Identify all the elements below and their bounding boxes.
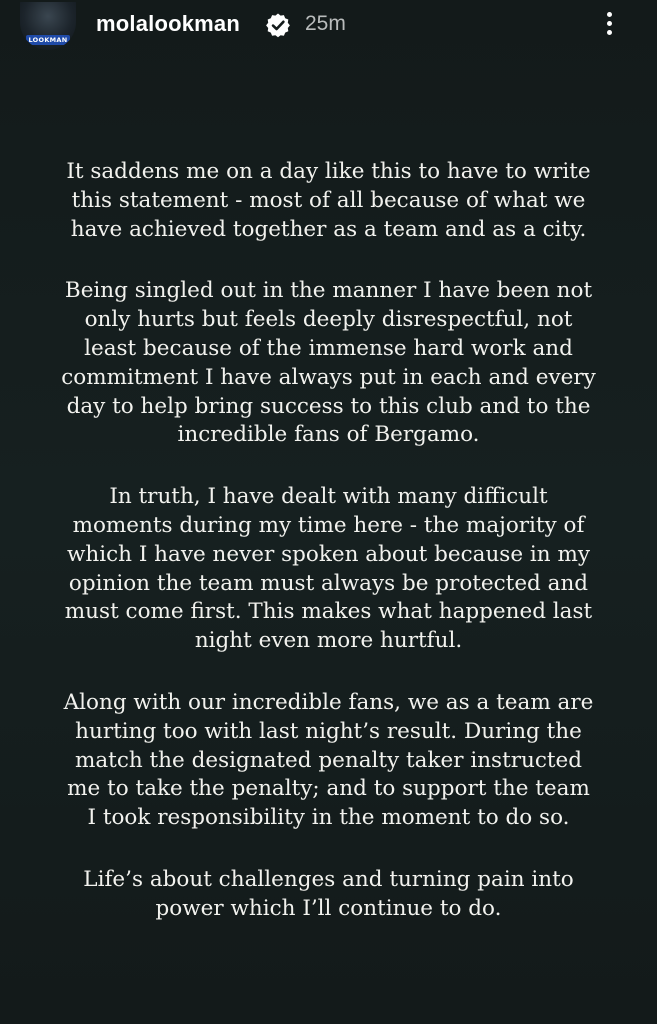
story-header [20,2,640,50]
statement-paragraph: Life’s about challenges and turning pain into power which I’ll continue to do. [83,866,574,921]
statement-paragraph: In truth, I have dealt with many difficult moments during my time here - the majority of which I have never spoken about because in my opinion the team must always be protected and must come first. This makes what happened last night even more hurtful. [64,484,593,654]
statement-text-block [38,158,619,957]
avatar-jersey-text: LOOKMAN [28,36,68,44]
post-time: 25m [305,12,346,35]
menu-dot [607,12,612,17]
statement-paragraph: It saddens me on a day like this to have to write this statement - most of all because of what we have achieved together as a team and as a city. [66,159,591,242]
statement-paragraph: Being singled out in the manner I have been not only hurts but feels deeply disrespectful, not least because of the immense hard work and commitment I have always put in each and every day to help bring success to this club and to the incredible fans of Bergamo. [61,278,596,448]
menu-dot [607,30,612,35]
menu-dot [607,21,612,26]
more-vertical-icon[interactable] [600,6,620,42]
verified-badge-icon [265,12,291,38]
statement-paragraph: Along with our incredible fans, we as a team are hurting too with last night’s result. During the match the designated penalty taker instructed me to take the penalty; and to support the team I took responsibility in the moment to do so. [63,689,594,831]
avatar[interactable] [20,2,76,50]
username[interactable]: molalookman [96,11,241,36]
